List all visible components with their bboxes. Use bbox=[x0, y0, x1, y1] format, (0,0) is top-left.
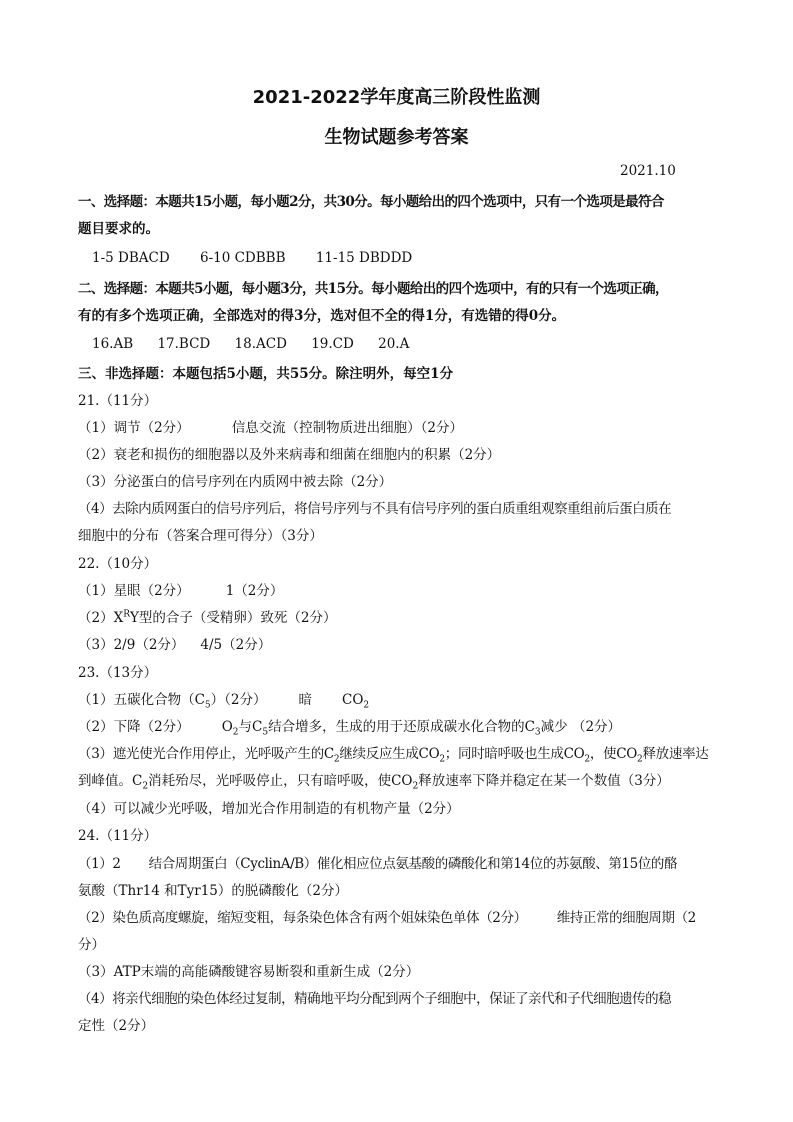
answer-text: 与C bbox=[238, 719, 263, 735]
answer-text: 结合增多，生成的用于还原成碳水化合物的C bbox=[268, 719, 535, 735]
answer-group: 1-5 DBACD bbox=[92, 250, 170, 266]
answer-text: （3）遮光使光合作用停止，光呼吸产生的C bbox=[78, 746, 334, 762]
answer-group: 17.BCD bbox=[157, 336, 211, 352]
question-22-head: 22.（10分） bbox=[78, 556, 158, 572]
subscript: 5 bbox=[204, 700, 211, 711]
q24-line-1 bbox=[78, 855, 677, 873]
answer-text: 1（2分） bbox=[225, 583, 284, 599]
answer-text: 消耗殆尽，光呼吸停止，只有暗呼吸，使CO bbox=[148, 773, 413, 789]
answer-text: 释放速率达 bbox=[642, 746, 709, 762]
section-1-heading-cont: 题目要求的。 bbox=[78, 221, 159, 237]
answer-text: 维持正常的细胞周期（2 bbox=[556, 910, 696, 926]
answer-text: （1）五碳化合物（C bbox=[78, 692, 205, 708]
subscript: 2 bbox=[142, 781, 149, 792]
answer-text: CO bbox=[342, 692, 364, 708]
answer-text: 释放速率下降并稳定在某一个数值（3分） bbox=[418, 773, 670, 789]
answer-text: 到峰值。C bbox=[78, 773, 143, 789]
answer-text: 信息交流（控制物质进出细胞）（2分） bbox=[231, 420, 464, 436]
subscript: 2 bbox=[439, 754, 445, 765]
answer-text: 暗 bbox=[298, 692, 312, 708]
answer-group: 6-10 CDBBB bbox=[199, 250, 286, 266]
answer-text: 减少 （2分） bbox=[540, 719, 622, 735]
answer-text: ；同时暗呼吸也生成CO bbox=[444, 746, 585, 762]
q24-line-7: 定性（2分） bbox=[78, 1018, 155, 1034]
answer-text: （1）2 bbox=[78, 856, 121, 872]
answer-text: （1）星眼（2分） bbox=[78, 583, 190, 599]
answer-text: O bbox=[221, 719, 233, 735]
q23-line-2 bbox=[78, 718, 621, 736]
answer-group: 19.CD bbox=[311, 336, 354, 352]
q23-line-1 bbox=[78, 691, 369, 709]
subscript: 2 bbox=[412, 781, 419, 792]
answer-text: （1）调节（2分） bbox=[78, 420, 190, 436]
q23-line-5: （4）可以减少光呼吸，增加光合作用制造的有机物产量（2分） bbox=[78, 801, 460, 817]
subscript: 2 bbox=[363, 700, 370, 711]
question-23-head: 23.（13分） bbox=[78, 665, 158, 681]
answer-text: （2）染色质高度螺旋，缩短变粗，每条染色体含有两个姐妹染色单体（2分） bbox=[78, 910, 527, 926]
subscript: 5 bbox=[262, 727, 269, 738]
subscript: 3 bbox=[534, 727, 541, 738]
subscript: 2 bbox=[333, 754, 340, 765]
q24-line-6: （4）将亲代细胞的染色体经过复制，精确地平均分配到两个子细胞中，保证了亲代和子代细胞遗传的稳 bbox=[78, 991, 672, 1007]
section-2-heading-cont: 有的有多个选项正确，全部选对的得3分，选对但不全的得1分，有选错的得0分。 bbox=[78, 308, 566, 324]
answer-group: 16.AB bbox=[92, 336, 134, 352]
answer-text: 结合周期蛋白（CyclinA/B）催化相应位点氨基酸的磷酸化和第14位的苏氨酸、第15位的酪 bbox=[148, 856, 678, 872]
answer-text: 继续反应生成CO bbox=[339, 746, 440, 762]
q21-line-1 bbox=[78, 419, 463, 437]
q22-line-1 bbox=[78, 582, 283, 600]
section-1-heading: 一、选择题：本题共15小题，每小题2分，共30分。每小题给出的四个选项中，只有一个选项是最符合 bbox=[78, 194, 664, 210]
section-2-heading: 二、选择题：本题共5小题，每小题3分，共15分。每小题给出的四个选项中，有的只有一个选项正确， bbox=[78, 281, 668, 297]
subscript: 2 bbox=[637, 754, 643, 765]
subscript: 2 bbox=[584, 754, 590, 765]
section-1-answers bbox=[92, 249, 412, 267]
section-3-heading: 三、非选择题：本题包括5小题，共55分。除注明外，每空1分 bbox=[78, 366, 454, 382]
answer-text: ）（2分） bbox=[210, 692, 267, 708]
answer-group: 18.ACD bbox=[234, 336, 287, 352]
page-subtitle: 生物试题参考答案 bbox=[324, 127, 469, 148]
q21-line-2: （2）衰老和损伤的细胞器以及外来病毒和细菌在细胞内的积累（2分） bbox=[78, 447, 501, 463]
q23-line-3 bbox=[78, 745, 708, 763]
q23-line-4 bbox=[78, 772, 670, 790]
superscript: R bbox=[123, 609, 130, 620]
answer-text: ，使CO bbox=[589, 746, 638, 762]
answer-group: 20.A bbox=[378, 336, 410, 352]
q24-line-5: （3）ATP末端的高能磷酸键容易断裂和重新生成（2分） bbox=[78, 964, 420, 980]
q24-line-2: 氨酸（Thr14 和Tyr15）的脱磷酸化（2分） bbox=[78, 883, 348, 899]
question-21-head: 21.（11分） bbox=[78, 393, 158, 409]
answer-group: 11-15 DBDDD bbox=[315, 250, 413, 266]
question-24-head: 24.（11分） bbox=[78, 828, 158, 844]
answer-text: （3）2/9（2分） bbox=[78, 637, 185, 653]
subscript: 2 bbox=[232, 727, 239, 738]
q21-line-3: （3）分泌蛋白的信号序列在内质网中被去除（2分） bbox=[78, 474, 393, 490]
answer-text: Y型的合子（受精卵）致死（2分） bbox=[129, 610, 337, 626]
q21-line-4: （4）去除内质网蛋白的信号序列后，将信号序列与不具有信号序列的蛋白质重组观察重组前后蛋白质在 bbox=[78, 501, 672, 517]
page-title: 2021-2022学年度高三阶段性监测 bbox=[252, 87, 541, 108]
answer-text: （2）下降（2分） bbox=[78, 719, 190, 735]
q22-line-2 bbox=[78, 609, 337, 627]
q22-line-3 bbox=[78, 636, 271, 654]
section-2-answers bbox=[92, 335, 409, 353]
q24-line-3 bbox=[78, 909, 696, 927]
answer-text: 4/5（2分） bbox=[200, 637, 272, 653]
date: 2021.10 bbox=[620, 163, 676, 179]
q21-line-5: 细胞中的分布（答案合理可得分）（3分） bbox=[78, 528, 323, 544]
q24-line-4: 分） bbox=[78, 937, 105, 953]
answer-text: （2）X bbox=[78, 610, 124, 626]
